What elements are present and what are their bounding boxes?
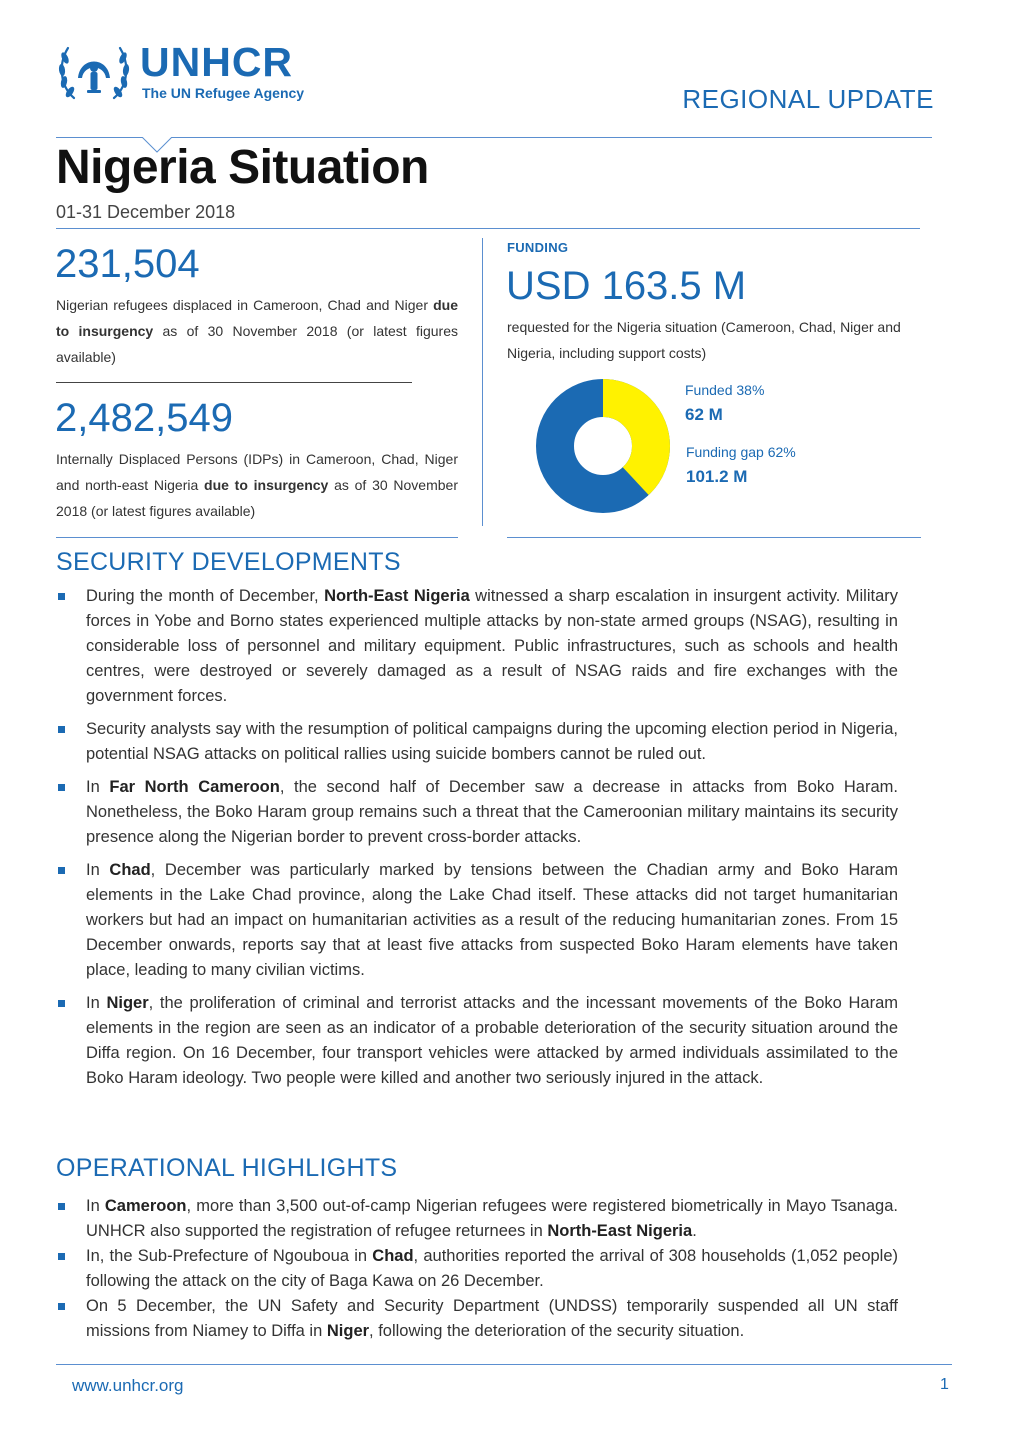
- list-item: In, the Sub-Prefecture of Ngouboua in Chad, authorities reported the arrival of 308 households (1,052 people) following the attack on the city of Baga Kawa on 26 December.: [56, 1244, 898, 1294]
- idp-count-description: Internally Displaced Persons (IDPs) in Cameroon, Chad, Niger and north-east Nigeria due to insurgency as of 30 November 2018 (or latest figures available): [56, 451, 458, 519]
- report-period: 01-31 December 2018: [56, 202, 236, 222]
- column-divider: [482, 238, 483, 526]
- funding-donut-chart: [536, 379, 670, 513]
- idp-count: 2,482,549: [55, 396, 233, 440]
- brand-name: UNHCR: [140, 39, 294, 85]
- title-divider: [56, 228, 920, 229]
- operational-highlights-heading: OPERATIONAL HIGHLIGHTS: [56, 1154, 398, 1182]
- refugee-count: 231,504: [55, 242, 200, 286]
- bullet-square-icon: [58, 1203, 65, 1210]
- security-developments-heading: SECURITY DEVELOPMENTS: [56, 548, 401, 576]
- bullet-square-icon: [58, 1253, 65, 1260]
- bullet-square-icon: [58, 784, 65, 791]
- bullet-square-icon: [58, 1303, 65, 1310]
- list-item: In Far North Cameroon, the second half of December saw a decrease in attacks from Boko Haram. Nonetheless, the Boko Haram group remains such a threat that the Cameroonian military maintains its security presence along the Nigerian border to prevent cross-border attacks.: [56, 775, 898, 850]
- header-divider: [56, 137, 932, 138]
- funded-label: Funded 38%: [685, 382, 765, 398]
- funding-label: FUNDING: [507, 240, 569, 255]
- funding-gap-label: Funding gap 62%: [686, 444, 796, 460]
- unhcr-emblem-icon: [56, 38, 132, 104]
- list-item: In Cameroon, more than 3,500 out-of-camp Nigerian refugees were registered biometrically in Mayo Tsanaga. UNHCR also supported the registration of refugee returnees in North-East Nigeria.: [56, 1194, 898, 1244]
- funding-bottom-divider: [507, 537, 921, 538]
- operational-highlights-list: [56, 1194, 898, 1344]
- list-item: On 5 December, the UN Safety and Security Department (UNDSS) temporarily suspended all UN staff missions from Niamey to Diffa in Niger, following the deterioration of the security situation.: [56, 1294, 898, 1344]
- funding-description: requested for the Nigeria situation (Cameroon, Chad, Niger and Nigeria, including support costs): [507, 319, 901, 361]
- page-number: 1: [940, 1376, 949, 1393]
- document-type: REGIONAL UPDATE: [682, 84, 934, 114]
- stats-divider: [56, 382, 412, 383]
- list-item: In Chad, December was particularly marked by tensions between the Chadian army and Boko Haram elements in the Lake Chad province, along the Lake Chad itself. These attacks did not target humanitarian workers but had an impact on humanitarian activities as a result of the reducing humanitarian zones. From 15 December onwards, reports say that at least five attacks from suspected Boko Haram elements have taken place, leading to many civilian victims.: [56, 858, 898, 983]
- brand-tagline: The UN Refugee Agency: [142, 85, 305, 101]
- refugee-count-description: Nigerian refugees displaced in Cameroon, Chad and Niger due to insurgency as of 30 November 2018 (or latest figures available): [56, 297, 459, 365]
- unhcr-logo: [56, 38, 326, 104]
- stats-bottom-divider: [56, 537, 458, 538]
- bullet-square-icon: [58, 726, 65, 733]
- security-developments-list: [56, 584, 898, 1099]
- list-item: Security analysts say with the resumption of political campaigns during the upcoming election period in Nigeria, potential NSAG attacks on political rallies using suicide bombers cannot be ruled out.: [56, 717, 898, 767]
- bullet-square-icon: [58, 593, 65, 600]
- funding-requested-value: USD 163.5 M: [506, 264, 747, 308]
- bullet-square-icon: [58, 867, 65, 874]
- footer-website-link[interactable]: www.unhcr.org: [72, 1376, 184, 1395]
- footer-divider: [56, 1364, 952, 1365]
- funding-gap-amount: 101.2 M: [686, 467, 748, 486]
- funded-amount: 62 M: [685, 405, 723, 424]
- bullet-square-icon: [58, 1000, 65, 1007]
- list-item: During the month of December, North-East Nigeria witnessed a sharp escalation in insurgent activity. Military forces in Yobe and Borno states experienced multiple attacks by non-state armed groups (NSAG), resulting in considerable loss of personnel and military equipment. Public infrastructures, such as schools and health centres, were destroyed or severely damaged as a result of NSAG raids and fire exchanges with the government forces.: [56, 584, 898, 709]
- list-item: In Niger, the proliferation of criminal and terrorist attacks and the incessant movements of the Boko Haram elements in the region are seen as an indicator of a probable deterioration of the security situation around the Diffa region. On 16 December, four transport vehicles were attacked by armed individuals assimilated to the Boko Haram ideology. Two people were killed and another two seriously injured in the attack.: [56, 991, 898, 1091]
- page-title: Nigeria Situation: [56, 141, 429, 194]
